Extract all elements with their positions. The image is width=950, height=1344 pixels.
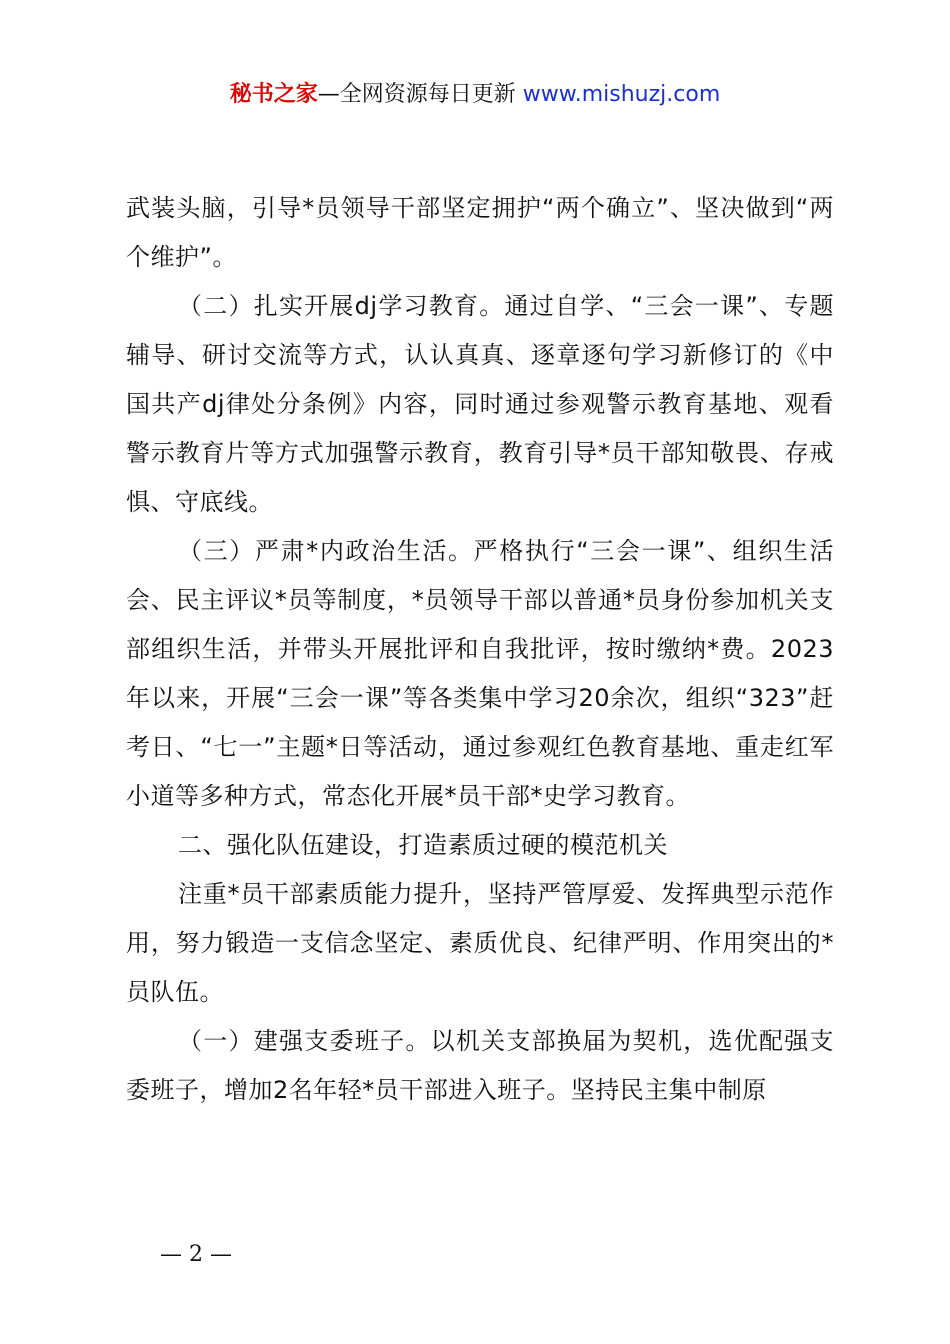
paragraph-team-intro: 注重*员干部素质能力提升，坚持严管厚爱、发挥典型示范作用，努力锻造一支信念坚定、素质优良、纪律严明、作用突出的*员队伍。: [126, 880, 834, 1006]
section-heading-team-building: 二、强化队伍建设，打造素质过硬的模范机关: [178, 831, 668, 859]
site-tagline: —全网资源每日更新: [317, 82, 516, 107]
page-number: — 2 —: [160, 1242, 232, 1267]
site-brand: 秘书之家: [229, 82, 318, 107]
paragraph-continued: 武装头脑，引导*员领导干部坚定拥护“两个确立”、坚决做到“两个维护”。: [126, 194, 834, 271]
paragraph-branch-committee: （一）建强支委班子。以机关支部换届为契机，选优配强支委班子，增加2名年轻*员干部进入班子。坚持民主集中制原: [126, 1027, 834, 1104]
document-body: [126, 184, 834, 1115]
paragraph-political-life: （三）严肃*内政治生活。严格执行“三会一课”、组织生活会、民主评议*员等制度，*员领导干部以普通*员身份参加机关支部组织生活，并带头开展批评和自我批评，按时缴纳*费。2023年以来，开展“三会一课”等各类集中学习20余次，组织“323”赶考日、“七一”主题*日等活动，通过参观红色教育基地、重走红军小道等多种方式，常态化开展*员干部*史学习教育。: [126, 537, 834, 810]
paragraph-study-education: （二）扎实开展dj学习教育。通过自学、“三会一课”、专题辅导、研讨交流等方式，认认真真、逐章逐句学习新修订的《中国共产dj律处分条例》内容，同时通过参观警示教育基地、观看警示教育片等方式加强警示教育，教育引导*员干部知敬畏、存戒惧、守底线。: [126, 292, 834, 516]
site-banner: [0, 80, 950, 110]
site-url-link[interactable]: www.mishuzj.com: [522, 82, 721, 107]
